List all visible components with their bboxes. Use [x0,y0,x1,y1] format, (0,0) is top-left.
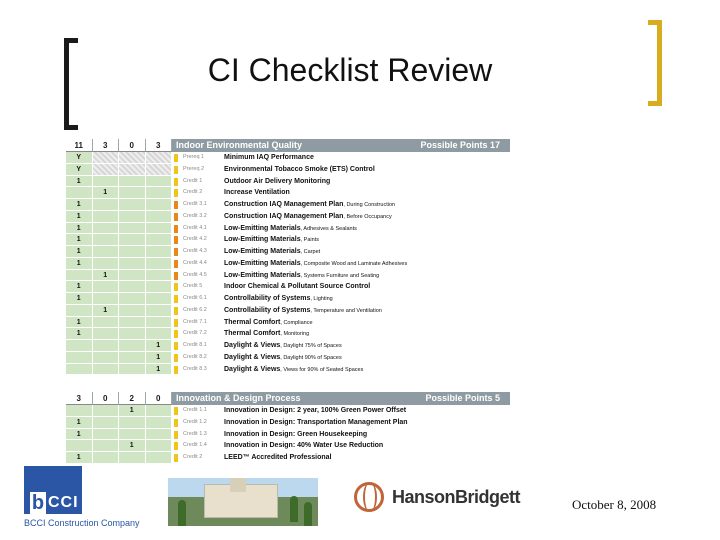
credit-marker-icon [172,417,180,429]
credit-subtitle: , Temperature and Ventilation [310,307,382,314]
credit-code: Credit 8.3 [183,365,207,372]
idp-count-extra: 0 [146,392,173,405]
score-cell [119,293,146,305]
idp-checklist-table [66,392,510,464]
ieq-count-yes: 11 [66,139,93,152]
credit-marker-icon [172,246,180,258]
score-cell: 1 [66,317,93,329]
score-cell: 1 [66,258,93,270]
slide-date: October 8, 2008 [572,497,657,512]
score-cell [93,328,120,340]
credit-code: Credit 4.1 [183,224,207,231]
score-cell [66,305,93,317]
left-bracket-decoration [64,38,78,130]
checklist-row [66,164,510,176]
score-cell [146,317,173,329]
credit-subtitle: , Before Occupancy [343,213,392,220]
score-cell [146,270,173,282]
credit-subtitle: , Daylight 90% of Spaces [280,354,342,361]
checklist-row [66,293,510,305]
score-cell [93,340,120,352]
credit-marker-icon [172,328,180,340]
score-cell [119,211,146,223]
credit-code: Credit 2 [183,454,203,460]
credit-code: Credit 2 [183,189,203,196]
checklist-row [66,246,510,258]
idp-category-name: Innovation & Design Process [176,393,301,403]
score-cell [119,417,146,429]
score-cell [119,452,146,464]
score-cell [146,405,173,417]
score-cell [146,211,173,223]
score-cell: 1 [93,305,120,317]
score-cell [119,187,146,199]
score-cell [146,176,173,188]
credit-code: Prereq 2 [183,165,205,172]
score-cell [93,364,120,376]
score-cell: 1 [146,340,173,352]
credit-marker-icon [172,352,180,364]
score-cell: 1 [66,246,93,258]
bcci-company-name: BCCI Construction Company [24,518,140,528]
credit-title: Thermal Comfort [224,318,281,326]
credit-title: Low-Emitting Materials [224,224,301,232]
credit-title: Low-Emitting Materials [224,248,301,255]
credit-title: Low-Emitting Materials [224,236,301,244]
slide-title: CI Checklist Review [207,52,493,88]
checklist-row [66,328,510,340]
checklist-row [66,452,510,464]
ieq-rows [66,152,510,375]
palm-tree [290,496,298,522]
credit-description [224,211,510,223]
score-cell [93,246,120,258]
credit-subtitle: , Lighting [310,296,333,302]
credit-marker-icon [172,305,180,317]
score-cell: 1 [66,234,93,246]
score-cell [146,152,173,164]
score-cell [93,176,120,188]
score-cell [119,223,146,235]
score-cell [66,352,93,364]
credit-code: Credit 1.1 [183,407,207,413]
checklist-row [66,270,510,282]
score-cell [66,405,93,417]
credit-title: Controllability of Systems [224,306,311,314]
credit-marker-icon [172,317,180,329]
bcci-logo-cci: CCI [48,494,79,511]
score-cell [93,234,120,246]
credit-title: Low-Emitting Materials [224,271,301,279]
score-cell [119,199,146,211]
credit-subtitle: , Daylight 75% of Spaces [280,343,342,349]
credit-marker-icon [172,258,180,270]
ieq-count-extra: 3 [146,139,173,152]
score-cell [93,440,120,452]
score-cell [146,281,173,293]
credit-description [224,293,510,305]
score-cell [119,246,146,258]
credit-description [224,328,510,340]
ieq-possible-points: Possible Points 17 [420,140,500,150]
hanson-bridgett-logo [354,482,520,512]
credit-subtitle: , Systems Furniture and Seating [300,272,380,279]
credit-marker-icon [172,234,180,246]
credit-subtitle: , Paints [300,237,319,244]
idp-category-header [172,392,510,405]
credit-description [224,317,510,329]
credit-description [224,281,510,293]
ieq-count-no: 0 [119,139,146,152]
checklist-row [66,364,510,376]
credit-subtitle: , Compliance [280,319,313,326]
credit-title: Controllability of Systems [224,295,311,302]
bcci-logo [24,466,140,528]
score-cell [119,152,146,164]
checklist-row [66,417,510,429]
credit-code: Credit 1.4 [183,442,207,449]
credit-description [224,223,510,235]
ieq-checklist-table [66,139,510,375]
score-cell: 1 [66,328,93,340]
score-cell [119,352,146,364]
score-cell: 1 [66,417,93,429]
score-cell [93,452,120,464]
score-cell [146,223,173,235]
credit-description [224,270,510,282]
ieq-category-header [172,139,510,152]
score-cell [93,152,120,164]
checklist-row [66,440,510,452]
credit-code: Prereq 1 [183,154,205,160]
score-cell: 1 [146,352,173,364]
idp-possible-points: Possible Points 5 [425,393,500,403]
score-cell [119,270,146,282]
score-cell [93,405,120,417]
score-cell [93,317,120,329]
credit-subtitle: , During Construction [343,202,396,208]
credit-code: Credit 4.5 [183,271,207,278]
score-cell [146,440,173,452]
credit-marker-icon [172,223,180,235]
score-cell [93,429,120,441]
score-cell [66,270,93,282]
credit-marker-icon [172,452,180,464]
score-cell: 1 [146,364,173,376]
checklist-row [66,429,510,441]
credit-description [224,352,510,364]
score-cell [66,440,93,452]
score-cell [119,340,146,352]
score-cell [119,234,146,246]
score-cell: Y [66,152,93,164]
credit-marker-icon [172,199,180,211]
score-cell [93,164,120,176]
score-cell: Y [66,164,93,176]
score-cell [146,246,173,258]
credit-title: Innovation in Design: Green Housekeeping [224,430,368,438]
idp-count-no: 2 [119,392,146,405]
bcci-logo-b: b [31,492,45,514]
building-photo-tower [230,478,246,492]
score-cell [93,417,120,429]
credit-title: LEED™ Accredited Professional [224,454,332,461]
credit-code: Credit 4.3 [183,248,207,254]
credit-code: Credit 6.2 [183,306,207,313]
credit-description [224,246,510,258]
credit-marker-icon [172,187,180,199]
checklist-row [66,340,510,352]
credit-code: Credit 4.4 [183,259,207,266]
credit-marker-icon [172,340,180,352]
checklist-row [66,187,510,199]
score-cell [119,328,146,340]
score-cell [146,305,173,317]
score-cell [146,258,173,270]
credit-subtitle: , Views for 90% of Seated Spaces [280,366,364,373]
credit-code: Credit 6.1 [183,295,207,301]
bcci-logo-mark [24,466,82,514]
score-cell: 1 [119,440,146,452]
checklist-row [66,211,510,223]
credit-code: Credit 1.3 [183,430,207,437]
credit-title: Outdoor Air Delivery Monitoring [224,177,331,185]
checklist-row [66,199,510,211]
score-cell: 1 [66,293,93,305]
globe-icon [354,482,384,512]
credit-marker-icon [172,211,180,223]
idp-count-maybe: 0 [93,392,120,405]
credit-description [224,364,510,376]
credit-marker-icon [172,440,180,452]
credit-description [224,234,510,246]
idp-rows [66,405,510,464]
right-bracket-decoration [648,20,662,106]
score-cell [119,364,146,376]
score-cell [146,234,173,246]
score-cell [93,199,120,211]
score-cell [146,187,173,199]
credit-description [224,405,510,417]
score-cell: 1 [93,187,120,199]
credit-subtitle: , Composite Wood and Laminate Adhesives [300,260,408,267]
idp-count-yes: 3 [66,392,93,405]
score-cell: 1 [119,405,146,417]
credit-description [224,429,510,441]
checklist-row [66,405,510,417]
score-cell [119,176,146,188]
score-cell [93,352,120,364]
credit-description [224,452,510,464]
credit-subtitle: , Adhesives & Sealants [300,225,357,232]
credit-marker-icon [172,364,180,376]
credit-title: Low-Emitting Materials [224,259,301,267]
credit-title: Daylight & Views [224,365,281,373]
credit-code: Credit 1.2 [183,418,207,425]
score-cell [146,452,173,464]
ieq-category-name: Indoor Environmental Quality [176,140,303,150]
score-cell: 1 [66,199,93,211]
credit-description [224,152,510,164]
credit-title: Innovation in Design: Transportation Management Plan [224,418,408,426]
score-cell [66,364,93,376]
score-cell: 1 [93,270,120,282]
credit-marker-icon [172,152,180,164]
score-cell: 1 [66,429,93,441]
credit-title: Minimum IAQ Performance [224,154,314,161]
credit-subtitle: , Carpet [300,249,321,255]
checklist-row [66,234,510,246]
checklist-row [66,281,510,293]
credit-description [224,417,510,429]
credit-title: Construction IAQ Management Plan [224,212,344,220]
score-cell [119,164,146,176]
credit-description [224,199,510,211]
checklist-row [66,152,510,164]
credit-title: Innovation in Design: 2 year, 100% Green Power Offset [224,407,407,414]
score-cell: 1 [66,223,93,235]
checklist-row [66,176,510,188]
score-cell: 1 [66,211,93,223]
score-cell [146,164,173,176]
credit-marker-icon [172,164,180,176]
score-cell [119,258,146,270]
checklist-row [66,305,510,317]
palm-tree [304,502,312,526]
score-cell: 1 [66,452,93,464]
checklist-row [66,258,510,270]
score-cell [93,293,120,305]
ieq-header-row [66,139,510,152]
credit-marker-icon [172,270,180,282]
credit-title: Thermal Comfort [224,330,281,338]
credit-description [224,176,510,188]
credit-description [224,340,510,352]
checklist-row [66,317,510,329]
credit-code: Credit 3.1 [183,201,207,207]
credit-title: Indoor Chemical & Pollutant Source Control [224,283,371,291]
credit-marker-icon [172,293,180,305]
credit-code: Credit 8.2 [183,353,207,360]
credit-code: Credit 1 [183,177,203,184]
score-cell [66,187,93,199]
credit-description [224,164,510,176]
ieq-count-maybe: 3 [93,139,120,152]
hanson-bridgett-name: HansonBridgett [392,486,520,507]
score-cell [66,340,93,352]
credit-marker-icon [172,405,180,417]
credit-code: Credit 7.1 [183,318,207,325]
credit-marker-icon [172,281,180,293]
credit-description [224,305,510,317]
score-cell [93,281,120,293]
credit-title: Daylight & Views [224,342,281,349]
credit-code: Credit 7.2 [183,330,207,337]
credit-description [224,187,510,199]
score-cell [146,293,173,305]
score-cell [119,429,146,441]
checklist-row [66,223,510,235]
credit-title: Daylight & Views [224,353,281,361]
palm-tree [178,500,186,526]
checklist-row [66,352,510,364]
score-cell [93,223,120,235]
credit-marker-icon [172,429,180,441]
credit-title: Innovation in Design: 40% Water Use Reduction [224,442,384,450]
score-cell: 1 [66,281,93,293]
credit-marker-icon [172,176,180,188]
credit-description [224,440,510,452]
credit-code: Credit 8.1 [183,342,207,348]
credit-code: Credit 4.2 [183,236,207,243]
score-cell [146,417,173,429]
score-cell: 1 [66,176,93,188]
score-cell [119,281,146,293]
idp-header-row [66,392,510,405]
score-cell [119,305,146,317]
credit-description [224,258,510,270]
score-cell [119,317,146,329]
credit-title: Environmental Tobacco Smoke (ETS) Control [224,165,375,173]
score-cell [93,211,120,223]
score-cell [146,199,173,211]
credit-title: Construction IAQ Management Plan [224,201,344,208]
credit-title: Increase Ventilation [224,189,290,197]
building-photo [168,478,318,526]
credit-subtitle: , Monitoring [280,331,310,338]
score-cell [146,328,173,340]
credit-code: Credit 3.2 [183,212,207,219]
credit-code: Credit 5 [183,283,203,290]
score-cell [146,429,173,441]
score-cell [93,258,120,270]
